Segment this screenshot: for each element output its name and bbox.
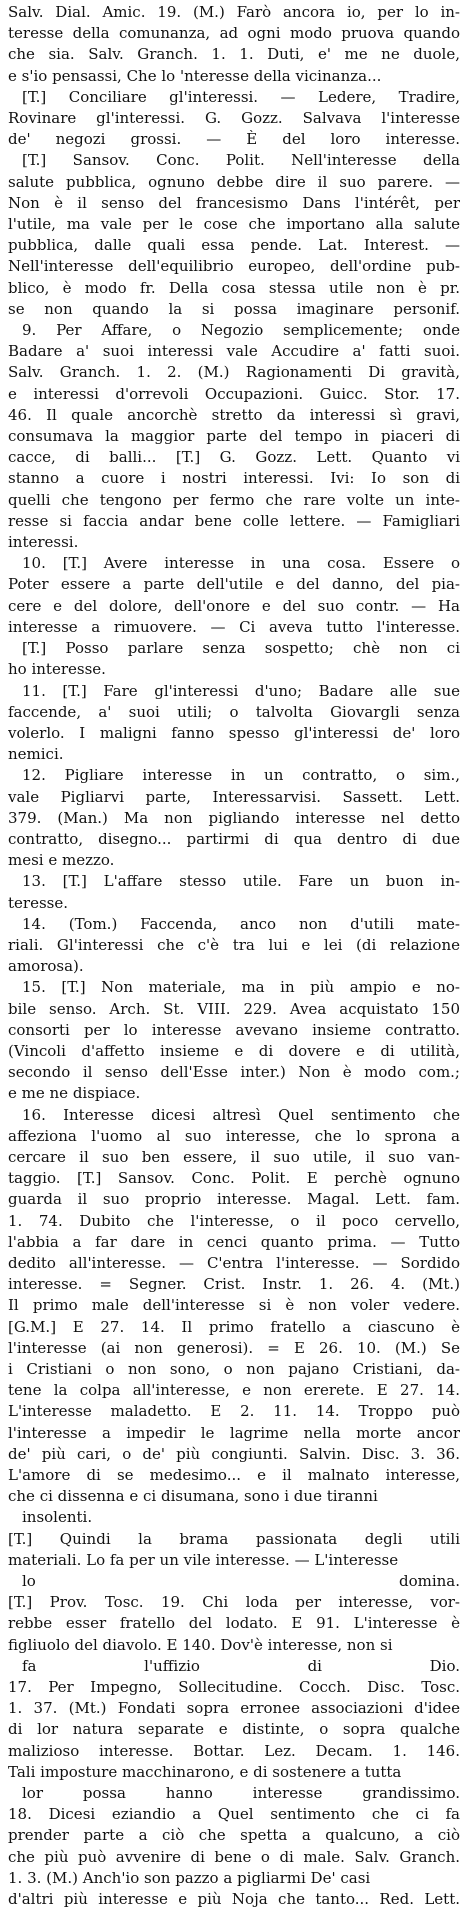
text-line: i Cristiani o non sono, o non pajano Cristiani, da- (8, 1360, 460, 1378)
text-line: resse si faccia andar bene colle lettere. — Famigliari (8, 511, 460, 530)
text-line: interesse a rimuovere. — Ci aveva tutto l'interesse. (8, 617, 460, 636)
text-line: Salv. Granch. 1. 2. (M.) Ragionamenti Di gravità, (8, 363, 460, 382)
text-line: Salv. Dial. Amic. 19. (M.) Farò ancora io, per lo in- (8, 3, 460, 21)
text-line: quelli che tengono per fermo che rare volte un inte- (8, 490, 460, 509)
text-line: lor possa hanno interesse grandissimo. (22, 1784, 460, 1803)
text-line: affeziona l'uomo al suo interesse, che lo sprona a (8, 1126, 460, 1145)
text-line: amorosa). (8, 957, 84, 976)
text-line: interesse. = Segner. Crist. Instr. 1. 26. 4. (Mt.) (8, 1275, 460, 1294)
text-line: dedito all'interesse. — C'entra l'interesse. — Sordido (8, 1253, 460, 1272)
text-line: secondo il senso dell'Esse inter.) Non è modo com.; (8, 1063, 460, 1082)
text-line: teresse della comunanza, ad ogni modo pruova quando (8, 24, 460, 43)
text-line: interessi. (8, 533, 79, 552)
text-line: vale Pigliarvi parte, Interessarvisi. Sassett. Lett. (8, 787, 460, 806)
text-line: cacce, di balli... [T.] G. Gozz. Lett. Quanto vi (8, 448, 460, 467)
text-line: figliuolo del diavolo. E 140. Dov'è interesse, non si (8, 1635, 393, 1654)
text-line: l'interesse a impedir le lagrime nella morte ancor (8, 1423, 460, 1442)
text-line: l'abbia a far dare in cenci quanto prima. — Tutto (8, 1232, 460, 1251)
text-line: (Vincoli d'affetto insieme e di dovere e di utilità, (8, 1041, 460, 1060)
text-line: che sia. Salv. Granch. 1. 1. Duti, e' me ne duole, (8, 45, 460, 64)
text-line: pubblica, dalle quali essa pende. Lat. Interest. — (8, 236, 460, 255)
text-line: 14. (Tom.) Faccenda, anco non d'utili mate- (22, 914, 460, 933)
text-line: consorti per lo interesse avevano insieme contratto. (8, 1020, 460, 1039)
text-line: 1. 74. Dubito che l'interesse, o il poco cervello, (8, 1211, 460, 1230)
text-line: mesi e mezzo. (8, 851, 115, 870)
text-line: teresse. (8, 893, 68, 912)
text-line: l'interesse (ai non generosi). = E 26. 10. (M.) Se (8, 1338, 460, 1357)
text-line: [T.] Quindi la brama passionata degli utili (8, 1529, 460, 1548)
text-line: de' negozi grossi. — È del loro interesse. (8, 130, 460, 149)
text-line: [T.] Conciliare gl'interessi. — Ledere, Tradire, (22, 87, 460, 106)
text-line: che ci dissenna e ci disumana, sono i due tiranni (8, 1487, 378, 1506)
text-line: L'amore di se medesimo... e il malnato interesse, (8, 1466, 460, 1485)
text-line: faccende, a' suoi utili; o talvolta Giovargli senza (8, 702, 460, 721)
text-line: de' più cari, o de' più congiunti. Salvin. Disc. 3. 36. (8, 1444, 460, 1463)
text-line: rebbe esser fratello del lodato. E 91. L'interesse è (8, 1614, 460, 1633)
text-line: 18. Dicesi eziandio a Quel sentimento che ci fa (8, 1805, 460, 1824)
text-line: bile senso. Arch. St. VIII. 229. Avea acquistato 150 (8, 999, 460, 1018)
text-line: riali. Gl'interessi che c'è tra lui e lei (di relazione (8, 935, 460, 954)
text-line: nemici. (8, 745, 64, 764)
text-line: e s'io pensassi, Che lo 'nteresse della vicinanza... (8, 66, 382, 85)
text-line: guarda il suo proprio interesse. Magal. Lett. fam. (8, 1190, 460, 1209)
text-line: 12. Pigliare interesse in un contratto, o sim., (22, 766, 460, 785)
text-line: 1. 37. (Mt.) Fondati sopra erronee associazioni d'idee (8, 1699, 460, 1718)
text-line: Non è il senso del francesismo Dans l'intérêt, per (8, 193, 460, 212)
text-line: l'utile, ma vale per le cose che importano alla salute (8, 215, 460, 234)
text-line: ho interesse. (8, 660, 106, 679)
text-line: malizioso interesse. Bottar. Lez. Decam. 1. 146. (8, 1741, 460, 1760)
text-line: lo domina. (22, 1572, 460, 1591)
text-line: se non quando la si possa imaginare personif. (8, 299, 460, 318)
text-line: che più può avvenire di bene o di male. Salv. Granch. (8, 1847, 460, 1866)
text-line: Il primo male dell'interesse si è non voler vedere. (8, 1296, 460, 1315)
text-line: 17. Per Impegno, Sollecitudine. Cocch. Disc. Tosc. (8, 1678, 460, 1697)
text-line: prender parte a ciò che spetta a qualcuno, a ciò (8, 1826, 460, 1845)
text-line: e interessi d'orrevoli Occupazioni. Guicc. Stor. 17. (8, 384, 460, 403)
text-line: insolenti. (22, 1508, 93, 1527)
text-line: 10. [T.] Avere interesse in una cosa. Essere o (22, 554, 460, 573)
text-line: [T.] Sansov. Conc. Polit. Nell'interesse della (22, 151, 460, 170)
text-line: Badare a' suoi interessi vale Accudire a' fatti suoi. (8, 342, 460, 361)
text-line: 15. [T.] Non materiale, ma in più ampio e no- (22, 978, 460, 997)
text-line: 13. [T.] L'affare stesso utile. Fare un buon in- (22, 872, 460, 891)
text-line: 46. Il quale ancorchè stretto da interessi sì gravi, (8, 405, 460, 424)
text-line: contratto, disegno... partirmi di qua dentro di due (8, 829, 460, 848)
text-line: taggio. [T.] Sansov. Conc. Polit. E perchè ognuno (8, 1169, 460, 1188)
text-line: 1. 3. (M.) Anch'io son pazzo a pigliarmi De' casi (8, 1868, 371, 1887)
text-line: [T.] Posso parlare senza sospetto; chè non ci (22, 639, 460, 658)
text-line: Poter essere a parte dell'utile e del danno, del pia- (8, 575, 460, 594)
text-line: Tali imposture macchinarono, e di sostenere a tutta (8, 1762, 402, 1781)
text-line: blico, è modo fr. Della cosa stessa utile non è pr. (8, 278, 460, 297)
text-line: fa l'uffizio di Dio. (22, 1656, 460, 1675)
text-line: Rovinare gl'interessi. G. Gozz. Salvava l'interesse (8, 109, 460, 128)
text-line: 16. Interesse dicesi altresì Quel sentimento che (22, 1105, 460, 1124)
text-line: [G.M.] E 27. 14. Il primo fratello a ciascuno è (8, 1317, 460, 1336)
text-line: di lor natura separate e distinte, o sopra qualche (8, 1720, 460, 1739)
text-line: d'altri più interesse e più Noja che tanto... Red. Lett. (8, 1890, 460, 1909)
text-line: Nell'interesse dell'equilibrio europeo, dell'ordine pub- (8, 257, 460, 276)
text-line: stanno a cuore i nostri interessi. Ivi: Io son di (8, 469, 460, 488)
text-line: 379. (Man.) Ma non pigliando interesse nel detto (8, 808, 460, 827)
text-line: e me ne dispiace. (8, 1084, 141, 1103)
text-line: cere e del dolore, dell'onore e del suo contr. — Ha (8, 596, 460, 615)
text-line: 11. [T.] Fare gl'interessi d'uno; Badare alle sue (22, 681, 460, 700)
text-line: materiali. Lo fa per un vile interesse. — L'interesse (8, 1550, 399, 1569)
text-line: 9. Per Affare, o Negozio semplicemente; onde (22, 321, 460, 340)
text-line: cercare il suo ben essere, il suo utile, il suo van- (8, 1147, 460, 1166)
text-line: consumava la maggior parte del tempo in piaceri di (8, 427, 460, 446)
text-line: salute pubblica, ognuno debbe dire il suo parere. — (8, 172, 460, 191)
text-line: tene la colpa all'interesse, e non ererete. E 27. 14. (8, 1381, 460, 1400)
text-line: [T.] Prov. Tosc. 19. Chi loda per interesse, vor- (8, 1593, 460, 1612)
text-line: volerlo. I maligni fanno spesso gl'interessi de' loro (8, 723, 460, 742)
text-line: L'interesse maladetto. E 2. 11. 14. Troppo può (8, 1402, 460, 1421)
